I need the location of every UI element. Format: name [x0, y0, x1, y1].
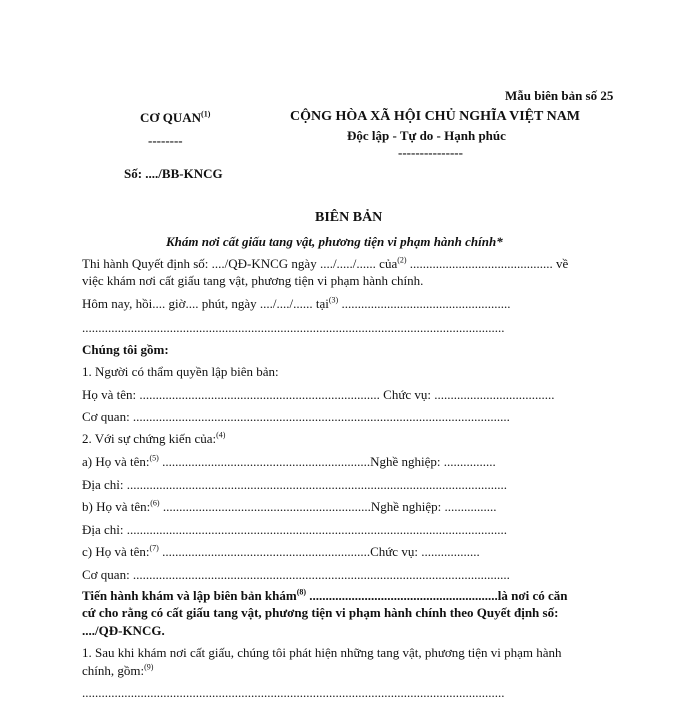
- witness-b-name-line: b) Họ và tên:$^{(6)}$ ................................................................Nghề nghiệp: ................: [82, 498, 497, 514]
- form-number: Mẫu biên bản số 25: [505, 88, 614, 103]
- witness-a-address-line: Địa chỉ: .....................................................................................................................: [82, 477, 508, 492]
- search-statement-line-2: cứ cho rằng có cất giấu tang vật, phương tiện vi phạm hành chính theo Quyết định số:: [82, 605, 559, 620]
- document-title: BIÊN BẢN: [315, 210, 383, 225]
- motto-divider: ---------------: [398, 145, 463, 160]
- decision-line: Thi hành Quyết định số: ..../QĐ-KNCG ngày ..../...../...... của$^{(2)}$ ............................................ về: [82, 255, 569, 271]
- witness-b-address-line: Địa chỉ: .....................................................................................................................: [82, 522, 508, 537]
- findings-line-2: chính, gồm:$^{(9)}$: [82, 662, 154, 678]
- search-statement-line-3: ..../QĐ-KNCG.: [82, 623, 165, 638]
- authority-agency-line: Cơ quan: ....................................................................................................................: [82, 409, 510, 424]
- agency-divider: --------: [148, 133, 183, 148]
- findings-blank-line: ..................................................................................................................................: [82, 685, 505, 700]
- authority-name-line: Họ và tên: .......................................................................... Chức vụ: .....................................: [82, 387, 555, 402]
- findings-line-1: 1. Sau khi khám nơi cất giấu, chúng tôi phát hiện những tang vật, phương tiện vi phạm hành: [82, 645, 562, 660]
- country-title: CỘNG HÒA XÃ HỘI CHỦ NGHĨA VIỆT NAM: [290, 109, 581, 124]
- witness-c-name-line: c) Họ và tên:$^{(7)}$ ................................................................Chức vụ: ..................: [82, 543, 480, 559]
- time-place-line: Hôm nay, hồi.... giờ.... phút, ngày ..../..../...... tại$^{(3)}$ ....................................................: [82, 295, 511, 311]
- we-are-heading: Chúng tôi gồm:: [82, 342, 169, 357]
- decision-line-2: việc khám nơi cất giấu tang vật, phương tiện vi phạm hành chính.: [82, 273, 424, 288]
- agency-label: CƠ QUAN$^{(1)}$: [140, 109, 211, 125]
- witness-c-agency-line: Cơ quan: ....................................................................................................................: [82, 567, 510, 582]
- section-witness-title: 2. Với sự chứng kiến của:$^{(4)}$: [82, 430, 226, 446]
- motto: Độc lập - Tự do - Hạnh phúc: [347, 128, 506, 143]
- agency-footnote: (1): [201, 109, 211, 119]
- blank-line: ..................................................................................................................................: [82, 320, 505, 335]
- document-subtitle: Khám nơi cất giấu tang vật, phương tiện vi phạm hành chính*: [166, 234, 503, 249]
- search-statement-line-1: Tiến hành khám và lập biên bản khám$^{(8)}$ ..........................................................là nơi có căn: [82, 587, 568, 603]
- witness-a-name-line: a) Họ và tên:$^{(5)}$ ................................................................Nghề nghiệp: ................: [82, 453, 496, 469]
- document-number: Số: ..../BB-KNCG: [124, 166, 223, 181]
- section-authority-title: 1. Người có thẩm quyền lập biên bản:: [82, 364, 279, 379]
